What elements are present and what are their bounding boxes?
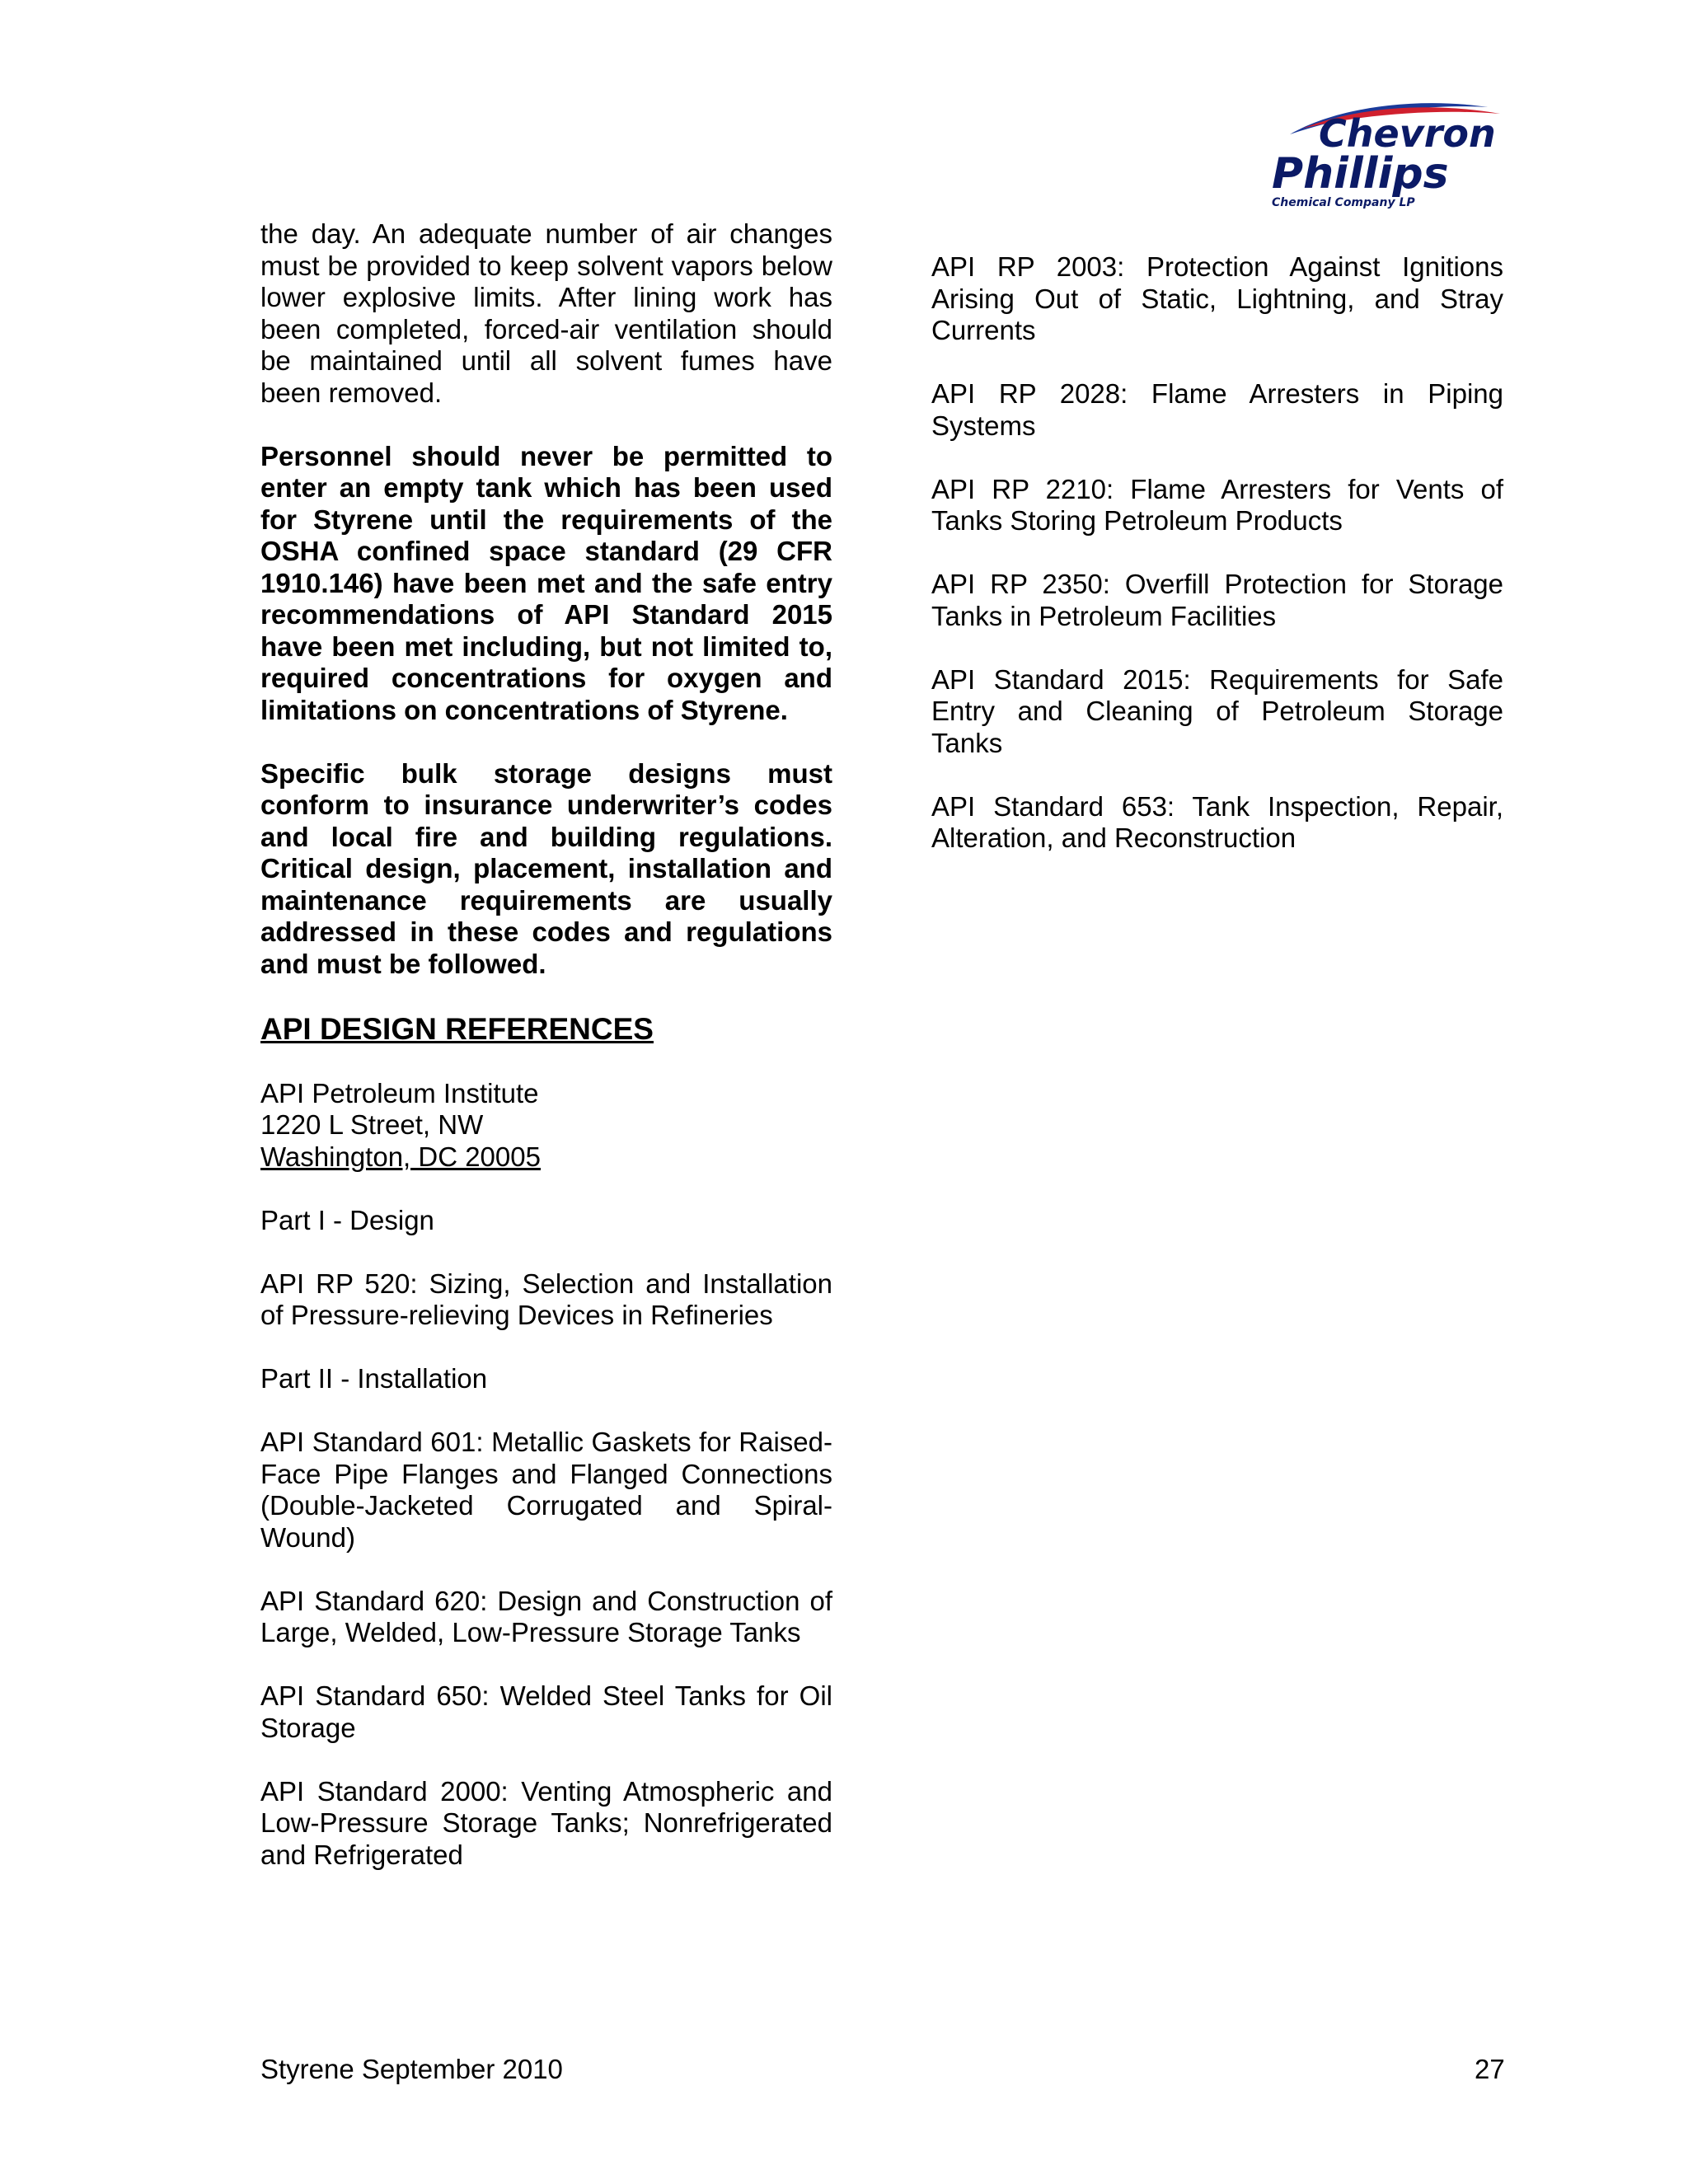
logo-chevron-text: Chevron [1319, 111, 1496, 156]
reference-std-653: API Standard 653: Tank Inspection, Repair, Alteration, and Reconstruction [931, 790, 1503, 853]
reference-rp-2003: API RP 2003: Protection Against Ignitions Arising Out of Static, Lightning, and Stray Currents [931, 251, 1503, 345]
chevron-phillips-logo [1265, 89, 1512, 213]
logo-phillips-text: Phillips [1272, 149, 1449, 199]
address-line-3: Washington, DC 20005 [260, 1141, 541, 1172]
right-column [931, 251, 1503, 886]
ventilation-paragraph: the day. An adequate number of air changes must be provided to keep solvent vapors below lower explosive limits. After lining work has been completed, forced-air ventilation should be maintained until all solvent fumes have been removed. [260, 218, 832, 408]
reference-rp-2210: API RP 2210: Flame Arresters for Vents of Tanks Storing Petroleum Products [931, 473, 1503, 536]
left-column [260, 218, 832, 1903]
api-address [260, 1078, 832, 1174]
footer-document-title: Styrene September 2010 [260, 2054, 563, 2084]
address-line-2: 1220 L Street, NW [260, 1109, 484, 1140]
reference-std-601: API Standard 601: Metallic Gaskets for Raised-Face Pipe Flanges and Flanged Connections (Double-Jacketed Corrugated and Spiral-Wound) [260, 1427, 832, 1553]
address-line-1: API Petroleum Institute [260, 1077, 539, 1108]
personnel-warning-paragraph: Personnel should never be permitted to enter an empty tank which has been used for Styrene until the requirements of the OSHA confined space standard (29 CFR 1910.146) have been met and the safe entry recommendations of API Standard 2015 have been met including, but not limited to, required concentrations for oxygen and limitations on concentrations of Styrene. [260, 440, 832, 725]
bulk-storage-paragraph: Specific bulk storage designs must conform to insurance underwriter’s codes and local fire and building regulations. Critical design, placement, installation and maintenance requirements are usually addressed in these codes and regulations and must be followed. [260, 757, 832, 979]
reference-std-620: API Standard 620: Design and Construction of Large, Welded, Low-Pressure Storage Tanks [260, 1585, 832, 1647]
part-2-label: Part II - Installation [260, 1363, 488, 1394]
reference-std-2000: API Standard 2000: Venting Atmospheric and Low-Pressure Storage Tanks; Nonrefrigerated and Refrigerated [260, 1775, 832, 1870]
part-1-label: Part I - Design [260, 1204, 434, 1235]
reference-rp-520: API RP 520: Sizing, Selection and Installation of Pressure-relieving Devices in Refineries [260, 1268, 832, 1330]
reference-rp-2028: API RP 2028: Flame Arresters in Piping Systems [931, 378, 1503, 441]
reference-std-2015: API Standard 2015: Requirements for Safe Entry and Cleaning of Petroleum Storage Tanks [931, 663, 1503, 758]
reference-rp-2350: API RP 2350: Overfill Protection for Storage Tanks in Petroleum Facilities [931, 569, 1503, 631]
reference-std-650: API Standard 650: Welded Steel Tanks for Oil Storage [260, 1680, 832, 1743]
footer-page-number: 27 [1475, 2054, 1505, 2084]
logo-company-text: Chemical Company LP [1272, 196, 1415, 209]
api-design-references-heading: API DESIGN REFERENCES [260, 1011, 654, 1046]
